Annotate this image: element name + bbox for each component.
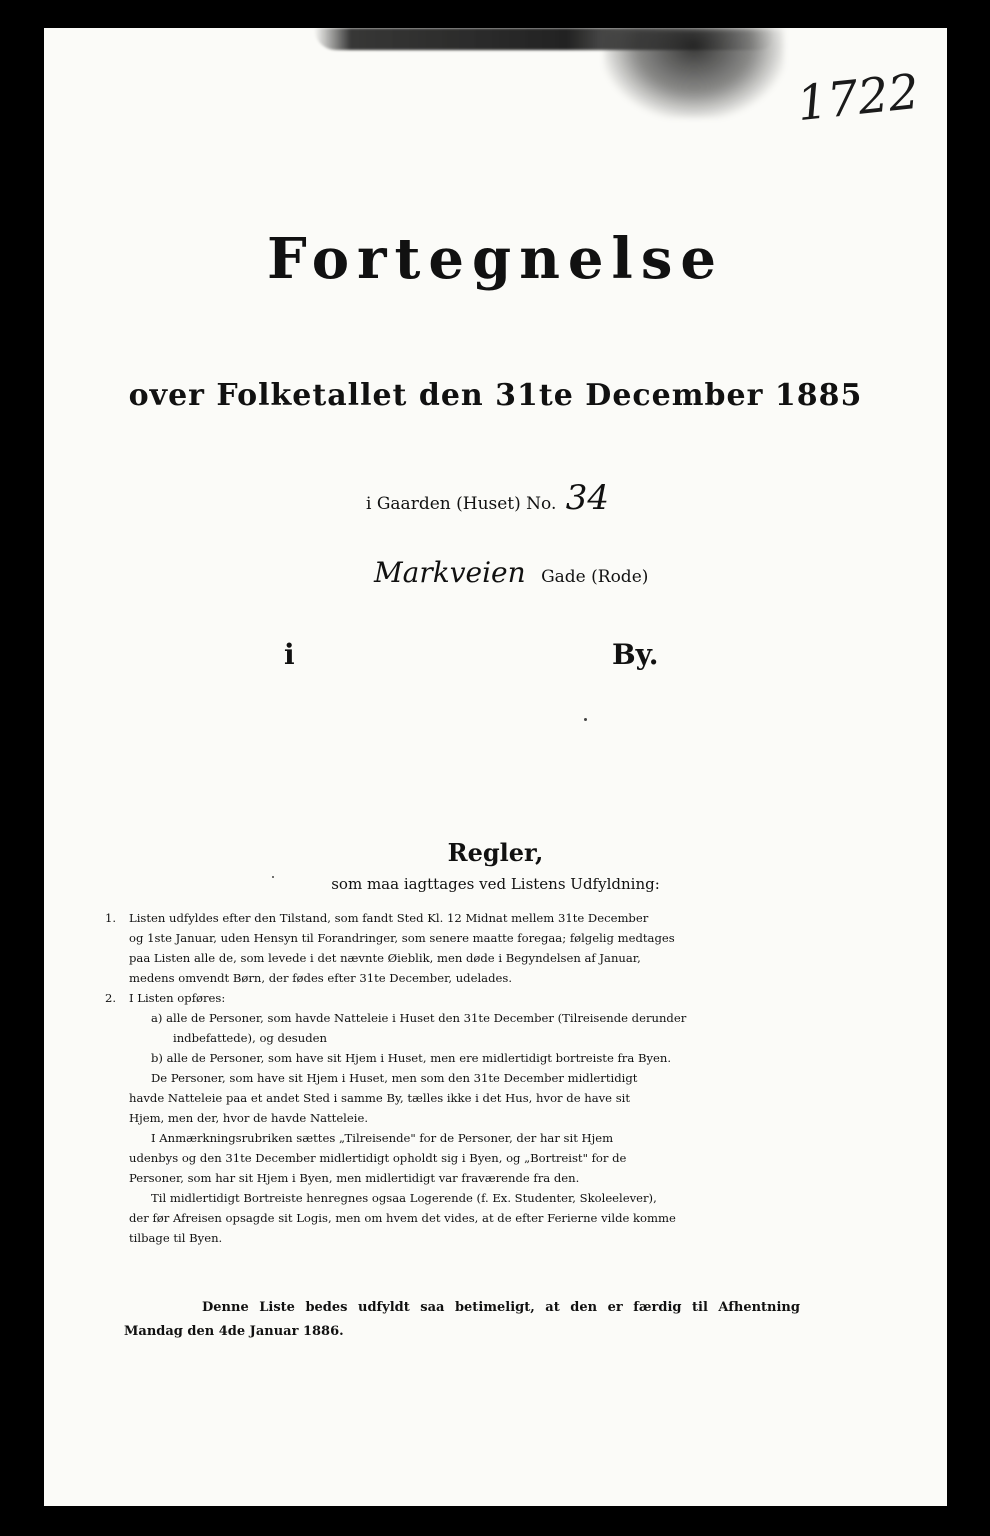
footer-line: Denne Liste bedes udfyldt saa betimeligt, at den er færdig til Afhentning	[202, 1300, 800, 1315]
house-number-field[interactable]: 34	[565, 478, 610, 518]
rule-text: indbefattede), og desuden	[173, 1031, 327, 1045]
house-number-line	[366, 478, 609, 518]
rule-line	[105, 908, 935, 928]
rule-line	[129, 1088, 935, 1108]
city-prefix: i	[284, 638, 295, 671]
rule-line	[129, 1188, 935, 1208]
rule-text: Listen udfyldes efter den Tilstand, som fandt Sted Kl. 12 Midnat mellem 31te December	[129, 911, 649, 925]
rule-text: Til midlertidigt Bortreiste henregnes ogsaa Logerende (f. Ex. Studenter, Skoleelever),	[151, 1191, 657, 1205]
footer-notice	[124, 1296, 924, 1344]
rule-text: Personer, som har sit Hjem i Byen, men midlertidigt var fraværende fra den.	[129, 1171, 580, 1185]
rule-line	[129, 968, 935, 988]
rule-text: a) alle de Personer, som havde Natteleie i Huset den 31te December (Tilreisende derunder	[151, 1011, 687, 1025]
ink-smudge	[604, 28, 784, 118]
rule-text: b) alle de Personer, som have sit Hjem i Huset, men ere midlertidigt bortreiste fra Byen.	[151, 1051, 672, 1065]
rule-line	[129, 1148, 935, 1168]
house-label: i Gaarden (Huset) No.	[366, 494, 557, 514]
rule-number: 1.	[105, 911, 117, 925]
census-form-page	[44, 28, 947, 1506]
rule-text: Hjem, men der, hvor de havde Natteleie.	[129, 1111, 369, 1125]
sheet-number: 1722	[794, 63, 922, 133]
rules-list	[105, 908, 935, 1248]
street-name-field[interactable]: Markveien	[374, 556, 526, 589]
rule-text: der før Afreisen opsagde sit Logis, men om hvem det vides, at de efter Ferierne vilde komme	[129, 1211, 676, 1225]
rule-line	[129, 1048, 935, 1068]
footer-line: Mandag den 4de Januar 1886.	[124, 1324, 344, 1339]
city-suffix: By.	[612, 638, 659, 671]
rule-line	[129, 1068, 935, 1088]
rule-line	[129, 1228, 935, 1248]
rules-heading: Regler,	[447, 838, 544, 867]
page-title: Fortegnelse	[267, 226, 724, 292]
stray-mark	[584, 718, 587, 721]
rule-text: havde Natteleie paa et andet Sted i samme By, tælles ikke i det Hus, hvor de have sit	[129, 1091, 631, 1105]
street-label: Gade (Rode)	[541, 567, 649, 587]
rule-line	[129, 1208, 935, 1228]
street-line	[374, 556, 648, 589]
rule-text: I Anmærkningsrubriken sættes „Tilreisende" for de Personer, der har sit Hjem	[151, 1131, 614, 1145]
rule-line	[129, 928, 935, 948]
rule-text: medens omvendt Børn, der fødes efter 31te December, udelades.	[129, 971, 513, 985]
rule-text: udenbys og den 31te December midlertidigt opholdt sig i Byen, og „Bortreist" for de	[129, 1151, 627, 1165]
rule-line	[129, 1108, 935, 1128]
rules-subheading: som maa iagttages ved Listens Udfyldning:	[331, 875, 660, 893]
rule-line	[129, 1028, 935, 1048]
rule-line	[129, 1168, 935, 1188]
rule-text: tilbage til Byen.	[129, 1231, 223, 1245]
rule-number: 2.	[105, 991, 117, 1005]
rule-line	[129, 948, 935, 968]
rule-text: og 1ste Januar, uden Hensyn til Forandringer, som senere maatte foregaa; følgelig medtages	[129, 931, 675, 945]
rule-text: paa Listen alle de, som levede i det nævnte Øieblik, men døde i Begyndelsen af Januar,	[129, 951, 641, 965]
rule-text: De Personer, som have sit Hjem i Huset, men som den 31te December midlertidigt	[151, 1071, 638, 1085]
rule-text: I Listen opføres:	[129, 991, 226, 1005]
rule-line	[129, 1128, 935, 1148]
rule-line	[105, 988, 935, 1008]
rule-line	[129, 1008, 935, 1028]
page-subtitle: over Folketallet den 31te December 1885	[128, 378, 863, 413]
